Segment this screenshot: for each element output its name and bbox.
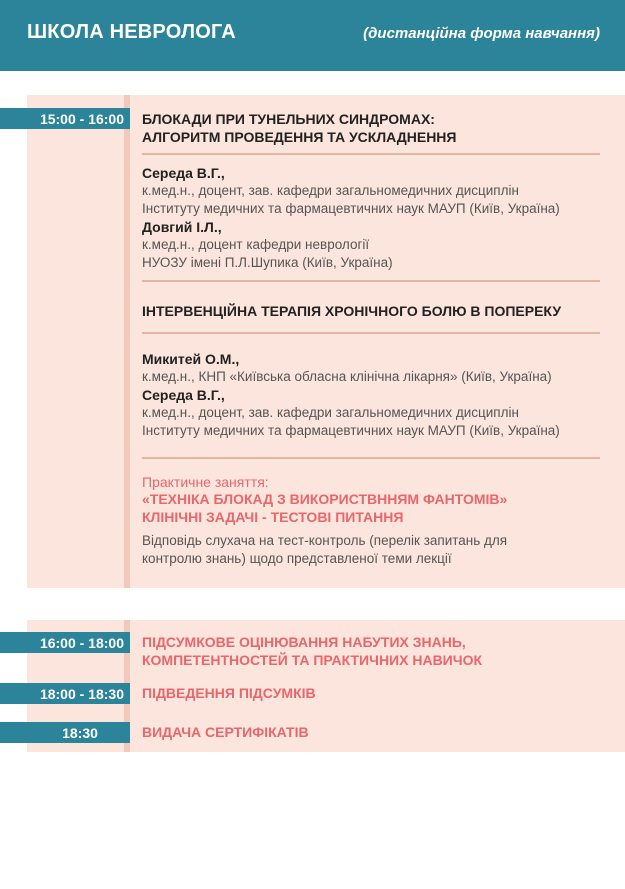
speaker-info: к.мед.н., доцент, зав. кафедри загальномедичних дисциплін bbox=[142, 405, 519, 420]
speaker-info: к.мед.н., КНП «Київська обласна клінічна лікарня» (Київ, Україна) bbox=[142, 369, 552, 384]
speaker-name: Довгий І.Л., bbox=[142, 219, 222, 235]
speaker-info: к.мед.н., доцент кафедри неврології bbox=[142, 237, 370, 252]
topic1-title-line1: БЛОКАДИ ПРИ ТУНЕЛЬНИХ СИНДРОМАХ: bbox=[142, 111, 435, 127]
practical-description: Відповідь слухача на тест-контроль (перелік запитань для bbox=[142, 533, 508, 548]
page-subtitle: (дистанційна форма навчання) bbox=[363, 25, 600, 42]
practical-description: контролю знань) щодо представленої теми лекції bbox=[142, 551, 452, 566]
timeline-divider bbox=[124, 95, 130, 588]
speaker-name: Микитей О.М., bbox=[142, 351, 240, 367]
final-item-title: ПІДВЕДЕННЯ ПІДСУМКІВ bbox=[142, 685, 316, 701]
practical-title-line2: КЛІНІЧНІ ЗАДАЧІ - ТЕСТОВІ ПИТАННЯ bbox=[142, 509, 404, 525]
speaker-name: Середа В.Г., bbox=[142, 165, 225, 181]
speaker-info: Інституту медичних та фармацевтичних наук МАУП (Київ, Україна) bbox=[142, 201, 560, 216]
page-title: ШКОЛА НЕВРОЛОГА bbox=[27, 21, 236, 43]
speaker-name: Середа В.Г., bbox=[142, 387, 225, 403]
practical-title-line1: «ТЕХНІКА БЛОКАД З ВИКОРИСТВННЯМ ФАНТОМІВ» bbox=[142, 491, 508, 507]
time-badge-3: 18:00 - 18:30 bbox=[0, 683, 130, 704]
speaker-info: Інституту медичних та фармацевтичних наук МАУП (Київ, Україна) bbox=[142, 423, 560, 438]
separator bbox=[142, 332, 600, 334]
time-badge-4: 18:30 bbox=[0, 722, 130, 743]
speaker-info: НУОЗУ імені П.Л.Шупика (Київ, Україна) bbox=[142, 255, 393, 270]
topic1-title-line2: АЛГОРИТМ ПРОВЕДЕННЯ ТА УСКЛАДНЕННЯ bbox=[142, 129, 457, 145]
final-item-title: КОМПЕТЕНТНОСТЕЙ ТА ПРАКТИЧНИХ НАВИЧОК bbox=[142, 652, 483, 668]
separator bbox=[142, 153, 600, 155]
separator bbox=[142, 280, 600, 282]
page-header bbox=[0, 0, 625, 71]
final-item-title: ВИДАЧА СЕРТИФІКАТІВ bbox=[142, 724, 309, 740]
practical-label: Практичне заняття: bbox=[142, 474, 269, 490]
topic2-title: ІНТЕРВЕНЦІЙНА ТЕРАПІЯ ХРОНІЧНОГО БОЛЮ В ПОПЕРЕКУ bbox=[142, 303, 562, 319]
separator bbox=[142, 457, 600, 459]
time-badge-1: 15:00 - 16:00 bbox=[0, 108, 130, 129]
time-badge-2: 16:00 - 18:00 bbox=[0, 632, 130, 653]
final-item-title: ПІДСУМКОВЕ ОЦІНЮВАННЯ НАБУТИХ ЗНАНЬ, bbox=[142, 634, 466, 650]
speaker-info: к.мед.н., доцент, зав. кафедри загальномедичних дисциплін bbox=[142, 183, 519, 198]
